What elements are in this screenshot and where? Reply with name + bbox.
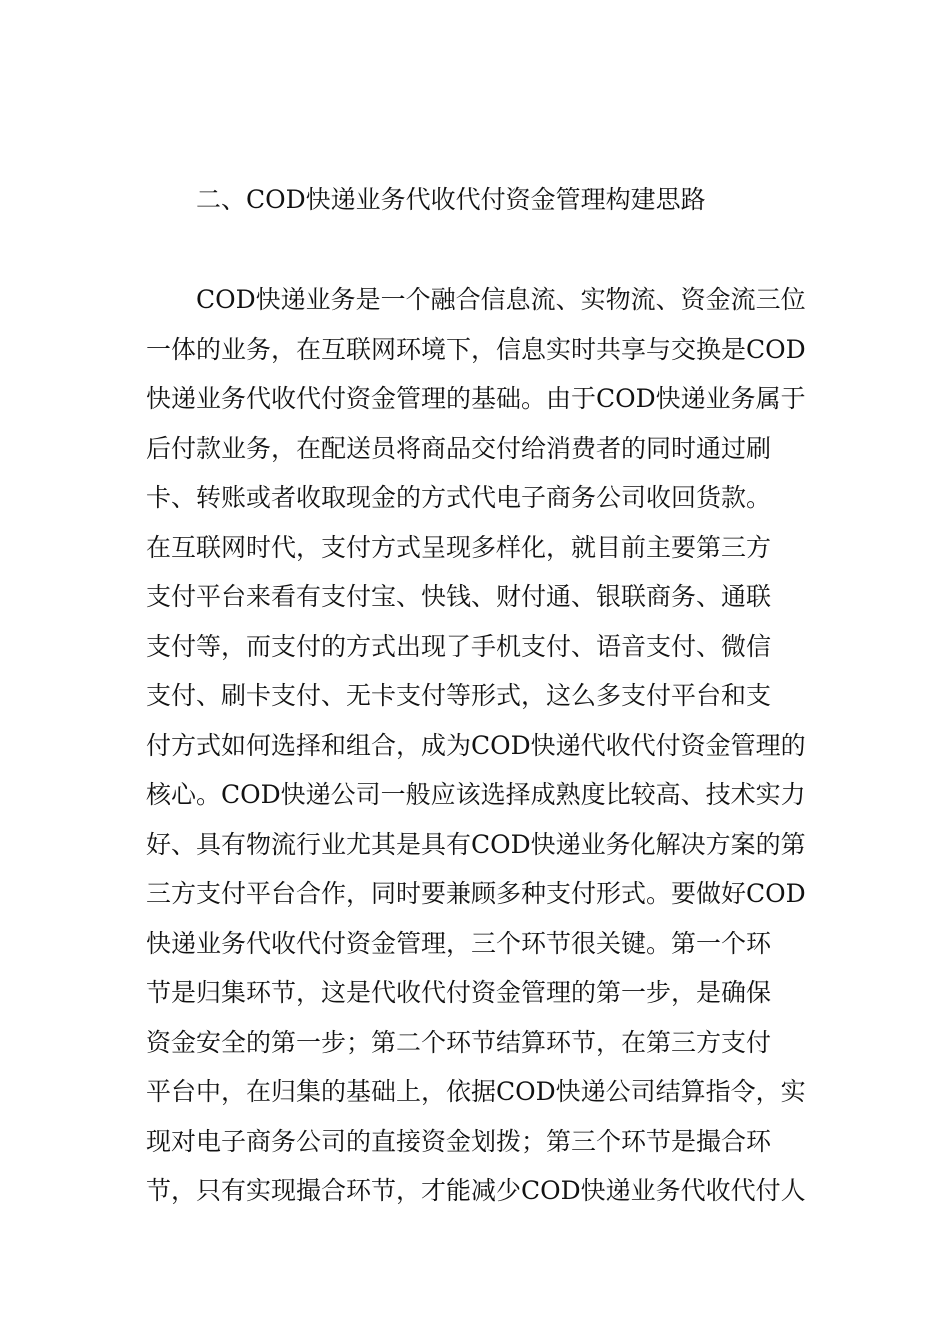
paragraph-line: 资金安全的第一步；第二个环节结算环节，在第三方支付 [146,1027,772,1057]
paragraph-line: 节，只有实现撮合环节，才能减少COD快递业务代收代付人 [146,1176,806,1205]
paragraph-line: 节是归集环节，这是代收代付资金管理的第一步，是确保 [146,978,772,1007]
paragraph-line: 快递业务代收代付资金管理，三个环节很关键。第一个环 [146,928,772,958]
paragraph-line: 核心。COD快递公司一般应该选择成熟度比较高、技术实力 [146,780,806,809]
paragraph-line: 卡、转账或者收取现金的方式代电子商务公司收回货款。 [146,483,772,512]
paragraph-line: 后付款业务，在配送员将商品交付给消费者的同时通过刷 [146,433,772,463]
paragraph-line: COD快递业务是一个融合信息流、实物流、资金流三位 [196,285,806,314]
paragraph-line: 支付等，而支付的方式出现了手机支付、语音支付、微信 [146,631,772,661]
body-paragraph [146,280,816,1221]
paragraph-line: 好、具有物流行业尤其是具有COD快递业务化解决方案的第 [146,829,806,859]
paragraph-line: 现对电子商务公司的直接资金划拨；第三个环节是撮合环 [146,1126,772,1156]
paragraph-line: 快递业务代收代付资金管理的基础。由于COD快递业务属于 [146,384,806,413]
section-heading: 二、COD快递业务代收代付资金管理构建思路 [196,185,706,214]
paragraph-line: 三方支付平台合作，同时要兼顾多种支付形式。要做好COD [146,879,806,908]
paragraph-line: 平台中，在归集的基础上，依据COD快递公司结算指令，实 [146,1077,806,1106]
paragraph-line: 支付、刷卡支付、无卡支付等形式，这么多支付平台和支 [146,681,772,710]
paragraph-line: 一体的业务，在互联网环境下，信息实时共享与交换是COD [146,334,806,364]
paragraph-line: 在互联网时代，支付方式呈现多样化，就目前主要第三方 [146,532,772,562]
paragraph-line: 付方式如何选择和组合，成为COD快递代收代付资金管理的 [146,730,806,760]
paragraph-line: 支付平台来看有支付宝、快钱、财付通、银联商务、通联 [146,582,772,611]
